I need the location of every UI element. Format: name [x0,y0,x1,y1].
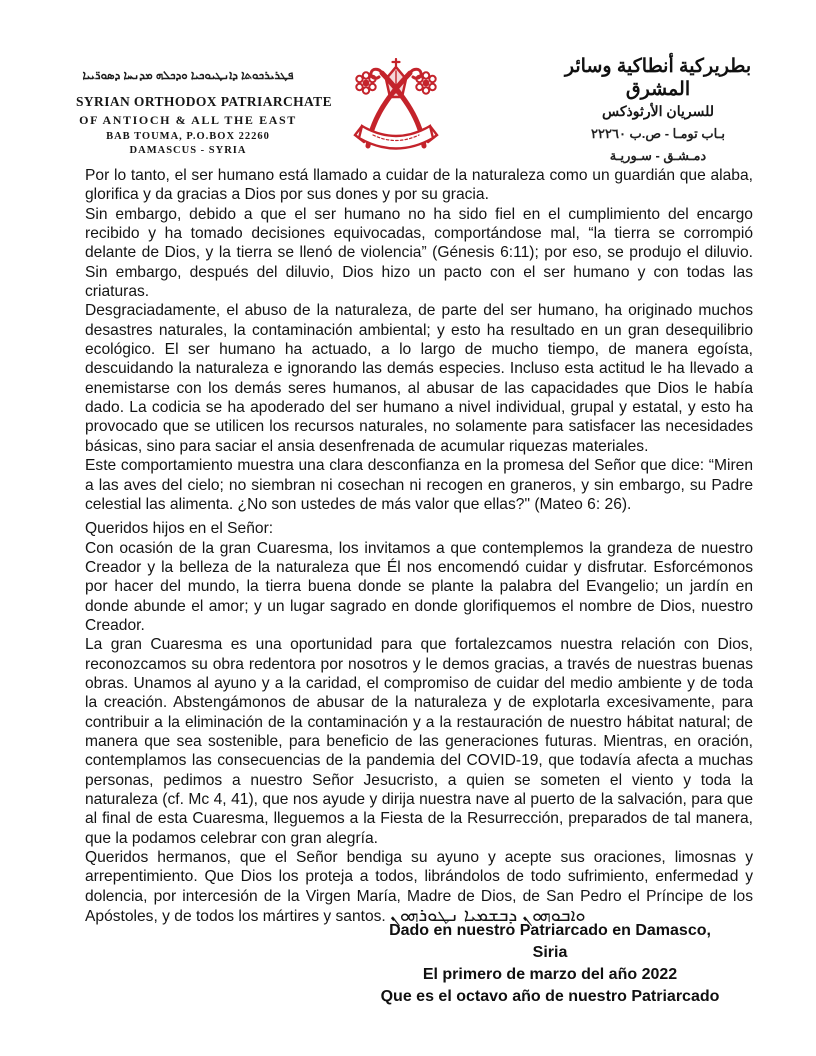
paragraph: Por lo tanto, el ser humano está llamado a cuidar de la naturaleza como un guardián que alaba, glorifica y da gracias a Dios por sus dones y por su gracia. [85,167,753,204]
paragraph: Sin embargo, debido a que el ser humano no ha sido fiel en el cumplimiento del encargo recibido y ha tomado decisiones equivocadas, comportándose mal, “la tierra se corrompió delante de Dios, y la tierra se llenó de violencia” (Génesis 6:11); por eso, se produjo el diluvio. Sin embargo, después del diluvio, Dios hizo un pacto con el ser humano y con todas las criaturas. [85,205,753,301]
paragraph: La gran Cuaresma es una oportunidad para que fortalezcamos nuestra relación con Dios, reconozcamos su obra redentora por nosotros y le demos gracias, a través de nuestras buenas obras. Unamos al ayuno y a la caridad, el compromiso de cuidar del medio ambiente y de toda la creación. Abstengámonos de abusar de la naturaleza y de explotarla excesivamente, para contribuir a la eliminación de la contaminación y a la restauración de nuestro hábitat natural; de manera que sea sostenible, para beneficio de las generaciones futuras. Mientras, en oración, contemplamos las consecuencias de la pandemia del COVID-19, que todavía afecta a muchas personas, pedimos a nuestro Señor Jesucristo, a quien se someten el viento y toda la naturaleza (cf. Mc 4, 41), que nos ayude y dirija nuestra nave al puerto de la salvación, para que al final de esta Cuaresma, lleguemos a la Fiesta de la Resurrección, preparados de tal manera, que la podamos celebrar con gran alegría. [85,636,753,847]
letter-body [85,166,753,926]
org-subtitle: OF ANTIOCH & ALL THE EAST [79,113,297,127]
salutation: Queridos hijos en el Señor: [85,520,274,538]
signature-place: Dado en nuestro Patriarcado en Damasco, Siria [389,922,711,961]
arabic-address-line-2: دمـشـق - سـوريـة [609,148,707,164]
address-line-2: DAMASCUS - SYRIA [129,145,247,156]
arabic-title: بطريركية أنطاكية وسائر المشرق [564,56,752,100]
patriarchate-crest-icon [351,58,441,156]
signature-date: El primero de marzo del año 2022 [422,966,678,983]
arabic-subtitle: للسريان الأرثوذكس [602,102,714,119]
arabic-address-line-1: بـاب تومـا - ص.ب ٢٢٢٦٠ [591,125,725,141]
rosette-right [416,72,435,93]
address-line-1: BAB TOUMA, P.O.BOX 22260 [106,131,270,142]
letterhead-left [76,70,332,156]
paragraph: Con ocasión de la gran Cuaresma, los invitamos a que contemplemos la grandeza de nuestro Creador y la belleza de la naturaleza que Él nos encomendó cuidar y disfrutar. Esforcémonos por hacer del mundo, la tierra buena donde se plante la palabra del Evangelio; un jardín en donde abunde el amor; y un lugar sagrado en donde glorifiquemos el nombre de Dios, nuestro Creador. [85,539,753,634]
paragraph-text: Queridos hermanos, que el Señor bendiga su ayuno y acepte sus oraciones, limosnas y arrepentimiento. Que Dios los proteja a todos, librándolos de todo sufrimiento, enfermedad y dolencia, por intercesión de la Virgen María, Madre de Dios, de San Pedro el Príncipe de los Apóstoles, y de todos los mártires y santos. [85,849,753,926]
syriac-handwritten-blessing: ܘܐܒܘܗܘܢ ܕܒܫܡܝܐ ܢܛܘܪܗܘܢ [390,905,586,926]
paragraph: Este comportamiento muestra una clara desconfianza en la promesa del Señor que dice: “Miren a las aves del cielo; no siembran ni cosechan ni recogen en graneros, y sin embargo, su Padre celestial las alimenta. ¿No son ustedes de más valor que ellas?" (Mateo 6: 26). [85,457,753,513]
rosette-left [356,72,375,93]
syriac-title: ܦܛܪܝܪܟܘܬܐ ܕܐܢܛܝܘܟܝܐ ܘܕܟܠܗ ܡܕܢܚܐ ܕܣܘܪ̈ܝܝܐ [82,70,294,82]
paragraph: Desgraciadamente, el abuso de la naturaleza, de parte del ser humano, ha originado muchos desastres naturales, la contaminación ambiental; y esto ha resultado en un gran desequilibrio ecológico. El ser humano ha actuado, a lo largo de mucho tiempo, de manera egoísta, descuidando la naturaleza e ignorando las demás especies. Incluso esta actitud le ha llevado a enemistarse con los demás seres humanos, al abusar de las capacidades que Dios le había dado. La codicia se ha apoderado del ser humano a nivel individual, grupal y estatal, y esto ha provocado que se utilicen los recursos naturales, no solamente para satisfacer las necesidades básicas, sino para saciar el ansia desenfrenada de acumular riquezas materiales. [85,302,753,455]
letterhead-right [540,56,776,165]
org-name: SYRIAN ORTHODOX PATRIARCHATE [76,94,332,109]
signature-block [372,920,728,1008]
closing-paragraph [85,848,753,926]
signature-year: Que es el octavo año de nuestro Patriarcado [380,988,720,1005]
